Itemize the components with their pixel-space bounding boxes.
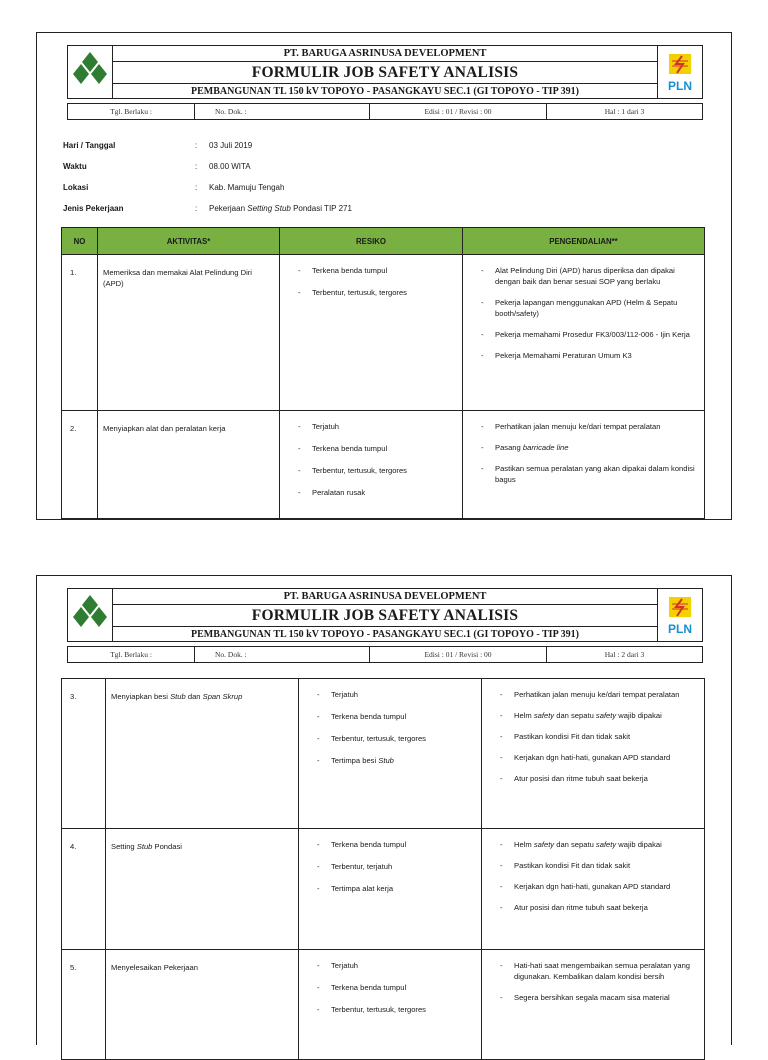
table-row — [62, 255, 705, 411]
edisi-revisi: Edisi : 01 / Revisi : 00 — [370, 104, 547, 120]
barricade-text: Pasang barricade line — [495, 443, 569, 452]
header-pengendalian: PENGENDALIAN** — [463, 228, 705, 255]
company-logo — [68, 46, 113, 99]
pengendalian-item: - Atur posisi dan ritme tubuh saat bekerja — [500, 773, 698, 784]
page-number: Hal : 2 dari 3 — [547, 647, 703, 663]
pengendalian-item: - Pekerja lapangan menggunakan APD (Helm & Sepatu booth/safety) — [481, 297, 698, 319]
jsa-table-page-1 — [61, 227, 705, 519]
no-dok: No. Dok. : — [195, 104, 370, 120]
helm-part: Helm — [514, 711, 534, 720]
info-value — [209, 204, 352, 213]
pln-text: PLN — [668, 78, 692, 93]
row-aktivitas — [106, 829, 299, 950]
info-value: Kab. Mamuju Tengah — [209, 183, 285, 192]
pengendalian-item — [500, 839, 698, 850]
row-resiko — [299, 829, 482, 950]
row-pengendalian — [482, 829, 705, 950]
row-pengendalian — [463, 255, 705, 411]
info-value-part: Pekerjaan — [209, 204, 248, 213]
info-label: Waktu — [63, 162, 87, 171]
helm-part: wajib dipakai — [616, 840, 662, 849]
resiko-item: - Terjatuh — [317, 960, 475, 971]
document-page-1 — [36, 32, 732, 520]
document-meta-row — [67, 646, 703, 663]
resiko-item: - Terkena benda tumpul — [298, 443, 456, 454]
no-dok: No. Dok. : — [195, 647, 370, 663]
resiko-item: - Peralatan rusak — [298, 487, 456, 498]
resiko-item — [317, 755, 475, 766]
form-title: FORMULIR JOB SAFETY ANALISIS — [113, 605, 658, 627]
row-number: 4. — [62, 829, 106, 950]
job-info — [63, 135, 352, 219]
helm-part: dan sepatu — [554, 840, 596, 849]
resiko-item: - Terbentur, tertusuk, tergores — [298, 287, 456, 298]
pengendalian-item: - Perhatikan jalan menuju ke/dari tempat peralatan — [500, 689, 698, 700]
document-meta-row — [67, 103, 703, 120]
pengendalian-item: - Pastikan kondisi Fit dan tidak sakit — [500, 860, 698, 871]
aktivitas-part: dan — [185, 692, 203, 701]
company-name: PT. BARUGA ASRINUSA DEVELOPMENT — [113, 46, 658, 62]
row-pengendalian — [463, 411, 705, 519]
resiko-part: Tertimpa besi — [331, 756, 379, 765]
project-title: PEMBANGUNAN TL 150 kV TOPOYO - PASANGKAYU SEC.1 (GI TOPOYO - TIP 391) — [113, 84, 658, 99]
pln-text: PLN — [668, 621, 692, 636]
aktivitas-emphasis: Stub — [136, 842, 153, 851]
aktivitas-part: Pondasi — [152, 842, 182, 851]
info-value-part: Pondasi TIP 271 — [290, 204, 352, 213]
pengendalian-item: - Alat Pelindung Diri (APD) harus diperiksa dan dipakai dengan baik dan benar sesuai SOP yang berlaku — [481, 265, 698, 287]
helm-part: Helm — [514, 840, 534, 849]
company-logo — [68, 589, 113, 642]
helm-emphasis: safety — [595, 840, 617, 849]
project-title: PEMBANGUNAN TL 150 kV TOPOYO - PASANGKAYU SEC.1 (GI TOPOYO - TIP 391) — [113, 627, 658, 642]
row-aktivitas: Menyelesaikan Pekerjaan — [106, 950, 299, 1060]
form-header — [67, 45, 703, 99]
info-colon: : — [195, 183, 198, 192]
row-number: 1. — [62, 255, 98, 411]
row-aktivitas: Memeriksa dan memakai Alat Pelindung Diri (APD) — [98, 255, 280, 411]
header-resiko: RESIKO — [280, 228, 463, 255]
table-header-row — [62, 228, 705, 255]
edisi-revisi: Edisi : 01 / Revisi : 00 — [370, 647, 547, 663]
helm-emphasis: safety — [595, 711, 617, 720]
pengendalian-item: - Kerjakan dgn hati-hati, gunakan APD standard — [500, 752, 698, 763]
resiko-item: - Terbentur, tertusuk, tergores — [317, 1004, 475, 1015]
diamond-logo-icon — [71, 593, 109, 633]
aktivitas-emphasis: Stub — [170, 692, 186, 701]
row-number: 5. — [62, 950, 106, 1060]
tgl-berlaku: Tgl. Berlaku : — [68, 647, 195, 663]
info-row-location — [63, 177, 352, 198]
form-header — [67, 588, 703, 642]
resiko-item: - Terbentur, tertusuk, tergores — [317, 733, 475, 744]
barricade-emphasis: barricade line — [522, 443, 569, 452]
info-colon: : — [195, 162, 198, 171]
table-row — [62, 950, 705, 1060]
aktivitas-part: Setting — [111, 842, 137, 851]
row-aktivitas — [106, 679, 299, 829]
pengendalian-item: - Pekerja memahami Prosedur FK3/003/112-006 - Ijin Kerja — [481, 329, 698, 340]
helm-part: dan sepatu — [554, 711, 596, 720]
page-number: Hal : 1 dari 3 — [547, 104, 703, 120]
resiko-item: - Terbentur, terjatuh — [317, 861, 475, 872]
diamond-logo-icon — [71, 50, 109, 90]
row-resiko — [299, 679, 482, 829]
info-label: Jenis Pekerjaan — [63, 204, 124, 213]
info-colon: : — [195, 204, 198, 213]
row-resiko — [280, 411, 463, 519]
row-aktivitas: Menyiapkan alat dan peralatan kerja — [98, 411, 280, 519]
info-row-job-type — [63, 198, 352, 219]
table-row — [62, 411, 705, 519]
info-row-date — [63, 135, 352, 156]
table-row — [62, 679, 705, 829]
info-row-time — [63, 156, 352, 177]
form-title: FORMULIR JOB SAFETY ANALISIS — [113, 62, 658, 84]
resiko-emphasis: Stub — [378, 756, 394, 765]
pengendalian-item: - Pastikan kondisi Fit dan tidak sakit — [500, 731, 698, 742]
jsa-table-page-2 — [61, 678, 705, 1060]
pln-logo — [658, 46, 703, 99]
resiko-item: - Terkena benda tumpul — [317, 711, 475, 722]
pengendalian-item — [481, 442, 698, 453]
row-resiko — [299, 950, 482, 1060]
pengendalian-item: - Hati-hati saat mengembaikan semua peralatan yang digunakan. Kembalikan dalam kondisi bersih — [500, 960, 698, 982]
info-colon: : — [195, 141, 198, 150]
aktivitas-emphasis: Span Skrup — [202, 692, 243, 701]
resiko-item: - Terbentur, tertusuk, tergores — [298, 465, 456, 476]
header-aktivitas: AKTIVITAS* — [98, 228, 280, 255]
info-value-emphasis: Setting Stub — [247, 204, 291, 213]
helm-emphasis: safety — [533, 711, 555, 720]
row-number: 2. — [62, 411, 98, 519]
resiko-item: - Tertimpa alat kerja — [317, 883, 475, 894]
pengendalian-item: - Pekerja Memahami Peraturan Umum K3 — [481, 350, 698, 361]
pengendalian-item — [500, 710, 698, 721]
helm-part: wajib dipakai — [616, 711, 662, 720]
pengendalian-item: - Atur posisi dan ritme tubuh saat bekerja — [500, 902, 698, 913]
row-number: 3. — [62, 679, 106, 829]
resiko-item: - Terkena benda tumpul — [317, 982, 475, 993]
resiko-item: - Terjatuh — [298, 421, 456, 432]
company-name: PT. BARUGA ASRINUSA DEVELOPMENT — [113, 589, 658, 605]
helm-emphasis: safety — [533, 840, 555, 849]
info-label: Hari / Tanggal — [63, 141, 116, 150]
resiko-item: - Terkena benda tumpul — [317, 839, 475, 850]
info-value: 03 Juli 2019 — [209, 141, 253, 150]
pengendalian-item: - Segera bersihkan segala macam sisa material — [500, 992, 698, 1003]
pengendalian-item: - Pastikan semua peralatan yang akan dipakai dalam kondisi bagus — [481, 463, 698, 485]
pengendalian-item: - Kerjakan dgn hati-hati, gunakan APD standard — [500, 881, 698, 892]
aktivitas-part: Menyiapkan besi — [111, 692, 171, 701]
row-pengendalian — [482, 950, 705, 1060]
info-label: Lokasi — [63, 183, 89, 192]
tgl-berlaku: Tgl. Berlaku : — [68, 104, 195, 120]
pln-bolt-icon — [667, 596, 693, 618]
resiko-item: - Terjatuh — [317, 689, 475, 700]
pln-bolt-icon — [667, 53, 693, 75]
header-no: NO — [62, 228, 98, 255]
pln-logo — [658, 589, 703, 642]
resiko-item: - Terkena benda tumpul — [298, 265, 456, 276]
table-row — [62, 829, 705, 950]
document-page-2 — [36, 575, 732, 1045]
pengendalian-item: - Perhatikan jalan menuju ke/dari tempat peralatan — [481, 421, 698, 432]
row-resiko — [280, 255, 463, 411]
info-value: 08.00 WITA — [209, 162, 251, 171]
row-pengendalian — [482, 679, 705, 829]
